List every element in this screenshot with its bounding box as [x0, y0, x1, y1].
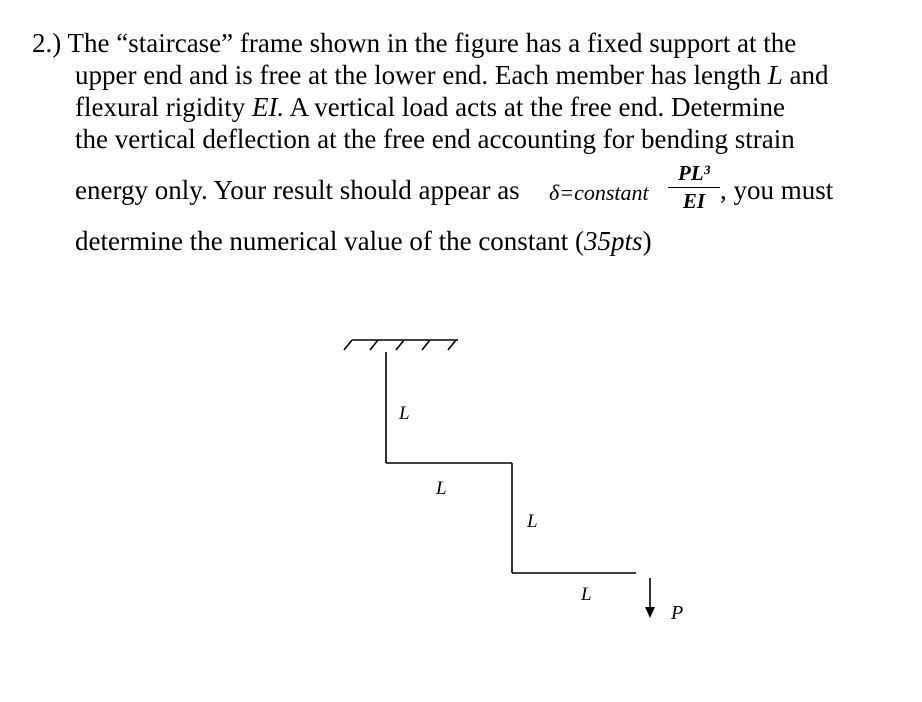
- flexural-rigidity-symbol: EI.: [251, 92, 285, 122]
- fraction-numerator: PL³: [678, 161, 710, 185]
- member-2-length-label: L: [436, 478, 447, 499]
- problem-line-5a: energy only. Your result should appear as: [75, 175, 520, 205]
- length-symbol: L: [767, 60, 783, 90]
- hatch-mark-4: [422, 340, 430, 350]
- member-4-length-label: L: [581, 584, 592, 605]
- frame-members: [386, 352, 636, 573]
- points-value: 35pts: [584, 226, 643, 256]
- member-1-length-label: L: [399, 403, 410, 424]
- problem-text-line-6b: ): [642, 226, 652, 256]
- hatch-mark-1: [344, 340, 352, 350]
- problem-line-4: the vertical deflection at the free end accounting for bending strain: [75, 124, 795, 154]
- fixed-support: [344, 340, 458, 350]
- problem-text-line-1: The “staircase” frame shown in the figure has a fixed support at the: [67, 28, 797, 58]
- hatch-mark-3: [396, 340, 404, 350]
- fraction-denominator: EI: [682, 189, 706, 213]
- hatch-mark-5: [448, 340, 456, 350]
- problem-text-line-2a: upper end and is free at the lower end. Each member has length: [75, 60, 768, 90]
- problem-number: 2.): [32, 28, 62, 58]
- delta-constant-text: δ=constant: [549, 180, 649, 205]
- problem-line-5b: , you must: [720, 175, 834, 205]
- problem-text-line-2b: and: [782, 60, 829, 90]
- load-arrow-head: [645, 607, 655, 618]
- load-label: P: [671, 602, 684, 624]
- member-3-length-label: L: [527, 511, 538, 532]
- problem-text-line-3a: flexural rigidity: [75, 92, 252, 122]
- problem-text-line-6a: determine the numerical value of the constant (: [75, 226, 585, 256]
- problem-text-line-3b: A vertical load acts at the free end. Determine: [284, 92, 785, 122]
- load-arrow: [645, 578, 655, 618]
- hatch-mark-2: [370, 340, 378, 350]
